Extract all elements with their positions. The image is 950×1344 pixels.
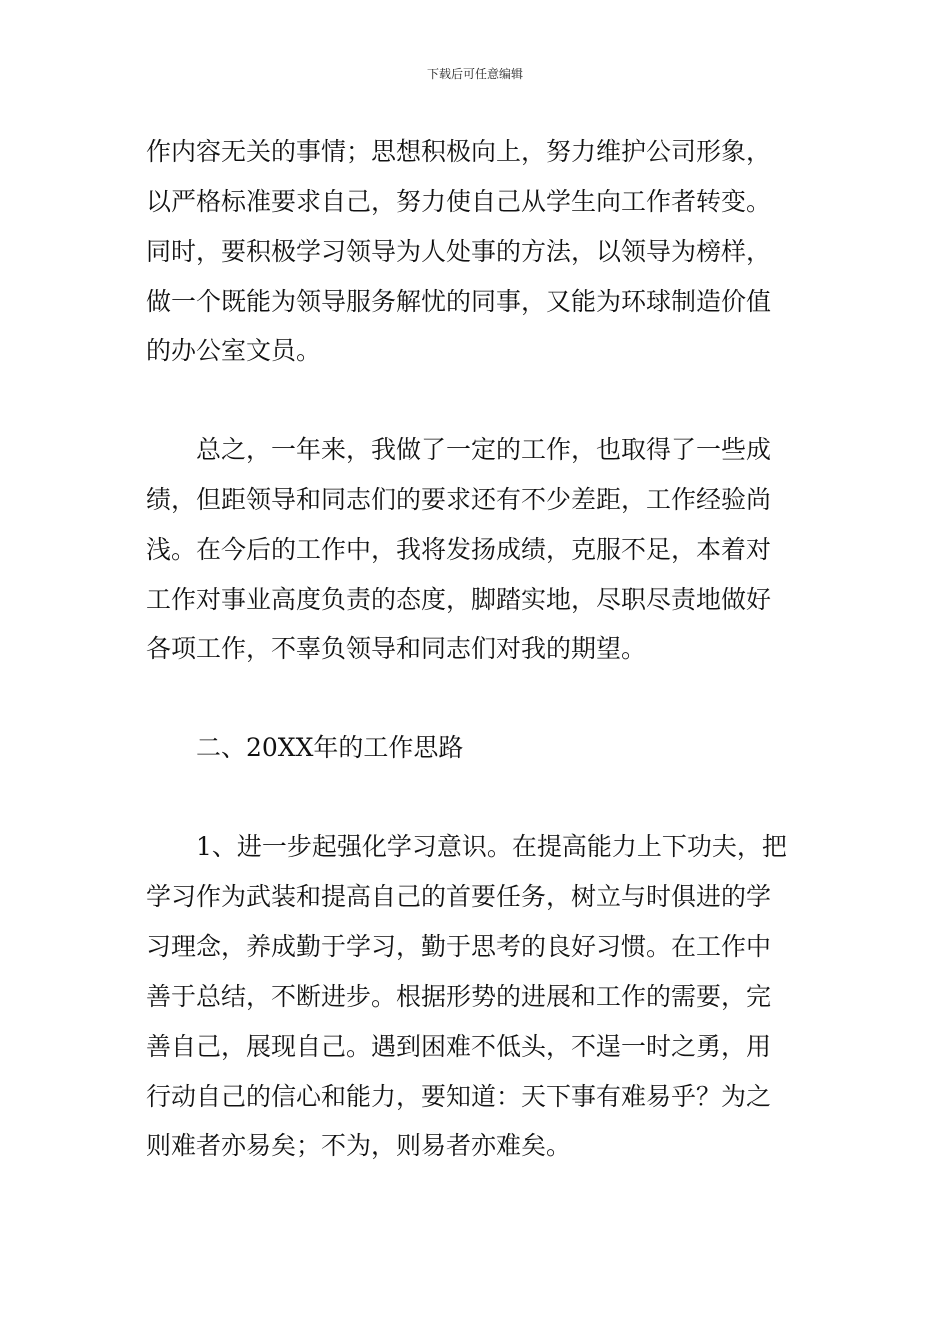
paragraph-2-line-1: 总之，一年来，我做了一定的工作，也取得了一些成: [196, 435, 772, 464]
page-header: 下载后可任意编辑: [426, 67, 523, 81]
paragraph-1-line-5: 的办公室文员。: [146, 336, 322, 365]
paragraph-3-line-1: 1、进一步起强化学习意识。在提高能力上下功夫，把: [196, 832, 787, 861]
paragraph-3-line-3: 习理念，养成勤于学习，勤于思考的良好习惯。在工作中: [146, 932, 772, 961]
paragraph-2-line-4: 工作对事业高度负责的态度，脚踏实地，尽职尽责地做好: [146, 585, 772, 614]
paragraph-1-line-4: 做一个既能为领导服务解忧的同事，又能为环球制造价值: [146, 287, 772, 316]
paragraph-3-line-4: 善于总结，不断进步。根据形势的进展和工作的需要，完: [146, 982, 772, 1011]
paragraph-1-line-1: 作内容无关的事情；思想积极向上，努力维护公司形象，: [146, 137, 772, 166]
paragraph-3-line-5: 善自己，展现自己。遇到困难不低头，不逞一时之勇，用: [146, 1032, 772, 1061]
paragraph-3-line-2: 学习作为武装和提高自己的首要任务，树立与时俱进的学: [146, 882, 772, 911]
paragraph-3-line-7: 则难者亦易矣；不为，则易者亦难矣。: [146, 1131, 572, 1160]
paragraph-1-line-3: 同时，要积极学习领导为人处事的方法，以领导为榜样，: [146, 237, 772, 266]
paragraph-2-line-2: 绩，但距领导和同志们的要求还有不少差距，工作经验尚: [146, 485, 772, 514]
paragraph-3-line-6: 行动自己的信心和能力，要知道：天下事有难易乎？为之: [146, 1082, 772, 1111]
section-heading: 二、20XX年的工作思路: [196, 733, 464, 762]
paragraph-2-line-3: 浅。在今后的工作中，我将发扬成绩，克服不足，本着对: [146, 535, 772, 564]
paragraph-1-line-2: 以严格标准要求自己，努力使自己从学生向工作者转变。: [146, 187, 772, 216]
paragraph-2-line-5: 各项工作，不辜负领导和同志们对我的期望。: [146, 634, 647, 663]
